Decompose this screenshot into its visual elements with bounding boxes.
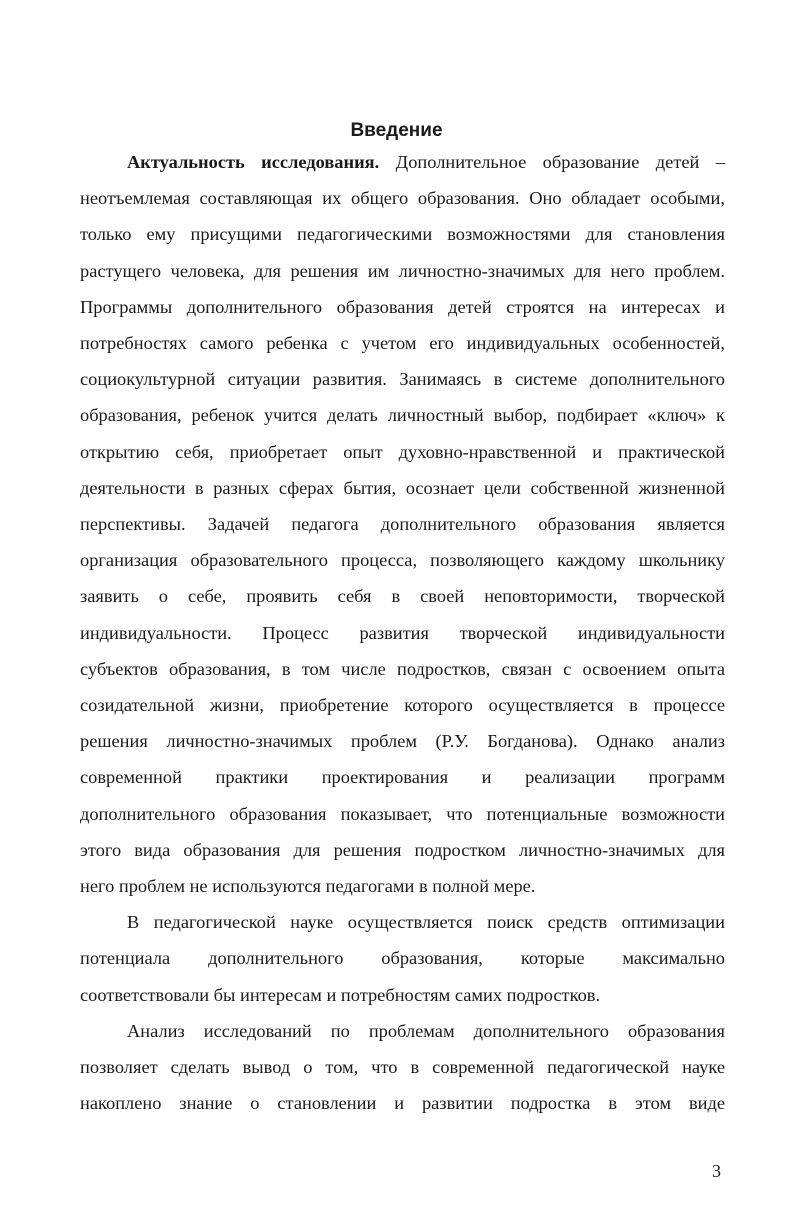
section-heading: Введение xyxy=(350,120,443,141)
text-line: организация образовательного процесса, позволяющего каждому школьнику xyxy=(80,550,725,571)
text-line: дополнительного образования показывает, что потенциальные возможности xyxy=(80,803,725,824)
text-line: неотъемлемая составляющая их общего образования. Оно обладает особыми, xyxy=(80,188,725,209)
text-line: индивидуальности. Процесс развития творческой индивидуальности xyxy=(80,622,725,643)
paragraph-lead: Актуальность исследования. xyxy=(127,152,380,172)
text-line: созидательной жизни, приобретение которого осуществляется в процессе xyxy=(80,695,725,716)
text-line: открытию себя, приобретает опыт духовно-нравственной и практической xyxy=(80,441,725,462)
text-line: накоплено знание о становлении и развитии подростка в этом виде xyxy=(80,1093,725,1114)
text-line: Анализ исследований по проблемам дополнительного образования xyxy=(127,1020,725,1041)
text-line-content: Дополнительное образование детей – xyxy=(379,152,725,172)
text-line: потребностях самого ребенка с учетом его индивидуальных особенностей, xyxy=(80,333,725,354)
text-line: перспективы. Задачей педагога дополнительного образования является xyxy=(80,514,725,535)
text-line: образования, ребенок учится делать личностный выбор, подбирает «ключ» к xyxy=(80,405,725,426)
paragraph-2 xyxy=(80,904,725,1013)
text-line: В педагогической науке осуществляется поиск средств оптимизации xyxy=(127,912,725,933)
text-line: только ему присущими педагогическими возможностями для становления xyxy=(80,224,725,245)
text-line: растущего человека, для решения им личностно-значимых для него проблем. xyxy=(80,260,725,281)
text-line: этого вида образования для решения подростком личностно-значимых для xyxy=(80,839,725,860)
text-line: социокультурной ситуации развития. Занимаясь в системе дополнительного xyxy=(80,369,725,390)
text-line: Программы дополнительного образования детей строятся на интересах и xyxy=(80,296,725,317)
text-line: него проблем не используются педагогами в полной мере. xyxy=(80,876,536,897)
text-line: заявить о себе, проявить себя в своей неповторимости, творческой xyxy=(80,586,725,607)
text-line xyxy=(80,144,725,180)
text-line: субъектов образования, в том числе подростков, связан с освоением опыта xyxy=(80,658,725,679)
text-line: позволяет сделать вывод о том, что в современной педагогической науке xyxy=(80,1057,725,1078)
text-line: решения личностно-значимых проблем (Р.У. Богданова). Однако анализ xyxy=(80,731,725,752)
paragraph-1 xyxy=(80,144,725,904)
page-number: 3 xyxy=(712,1161,721,1181)
paragraph-3 xyxy=(80,1013,725,1122)
text-line: деятельности в разных сферах бытия, осознает цели собственной жизненной xyxy=(80,477,725,498)
body-text xyxy=(80,144,725,1121)
text-line: современной практики проектирования и реализации программ xyxy=(80,767,725,788)
text-line: потенциала дополнительного образования, которые максимально xyxy=(80,948,725,969)
text-line: соответствовали бы интересам и потребностям самих подростков. xyxy=(80,984,601,1005)
